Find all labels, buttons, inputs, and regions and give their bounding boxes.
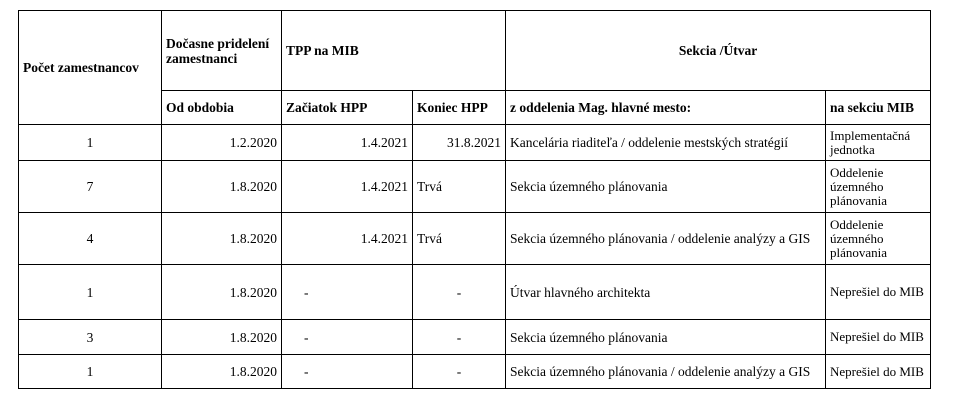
table-row [19,213,931,265]
cell-start: - [282,265,413,320]
header-z-oddelenia: z oddelenia Mag. hlavné mesto: [506,91,826,125]
cell-start: - [282,355,413,389]
cell-count: 7 [19,161,162,213]
cell-count: 1 [19,355,162,389]
cell-mib-section: Neprešiel do MIB [826,320,931,355]
cell-department: Sekcia územného plánovania [506,320,826,355]
cell-mib-section: Neprešiel do MIB [826,355,931,389]
header-docasne: Dočasne pridelení zamestnanci [162,11,282,91]
cell-start: - [282,320,413,355]
cell-department: Útvar hlavného architekta [506,265,826,320]
cell-end: - [413,265,506,320]
table-row [19,265,931,320]
cell-start: 1.4.2021 [282,161,413,213]
cell-from: 1.8.2020 [162,213,282,265]
cell-from: 1.8.2020 [162,161,282,213]
table-row [19,355,931,389]
cell-end: 31.8.2021 [413,125,506,161]
cell-count: 1 [19,265,162,320]
header-tpp: TPP na MIB [282,11,506,91]
cell-from: 1.8.2020 [162,320,282,355]
cell-department: Sekcia územného plánovania [506,161,826,213]
cell-department: Sekcia územného plánovania / oddelenie analýzy a GIS [506,213,826,265]
cell-end: Trvá [413,161,506,213]
cell-mib-section: Neprešiel do MIB [826,265,931,320]
table-row [19,161,931,213]
cell-count: 1 [19,125,162,161]
cell-from: 1.8.2020 [162,355,282,389]
cell-from: 1.2.2020 [162,125,282,161]
cell-end: - [413,320,506,355]
header-od-obdobia: Od obdobia [162,91,282,125]
cell-count: 3 [19,320,162,355]
cell-mib-section: Oddelenie územného plánovania [826,213,931,265]
header-na-sekciu: na sekciu MIB [826,91,931,125]
cell-start: 1.4.2021 [282,213,413,265]
header-sekcia: Sekcia /Útvar [506,11,931,91]
cell-department: Kancelária riaditeľa / oddelenie mestských stratégií [506,125,826,161]
table-row [19,125,931,161]
cell-from: 1.8.2020 [162,265,282,320]
cell-end: Trvá [413,213,506,265]
cell-mib-section: Oddelenie územného plánovania [826,161,931,213]
cell-end: - [413,355,506,389]
cell-count: 4 [19,213,162,265]
header-row-1 [19,11,931,91]
table-row [19,320,931,355]
header-pocet: Počet zamestnancov [19,11,162,125]
employee-table [18,10,931,389]
header-zaciatok: Začiatok HPP [282,91,413,125]
cell-start: 1.4.2021 [282,125,413,161]
cell-mib-section: Implementačná jednotka [826,125,931,161]
header-koniec: Koniec HPP [413,91,506,125]
cell-department: Sekcia územného plánovania / oddelenie analýzy a GIS [506,355,826,389]
